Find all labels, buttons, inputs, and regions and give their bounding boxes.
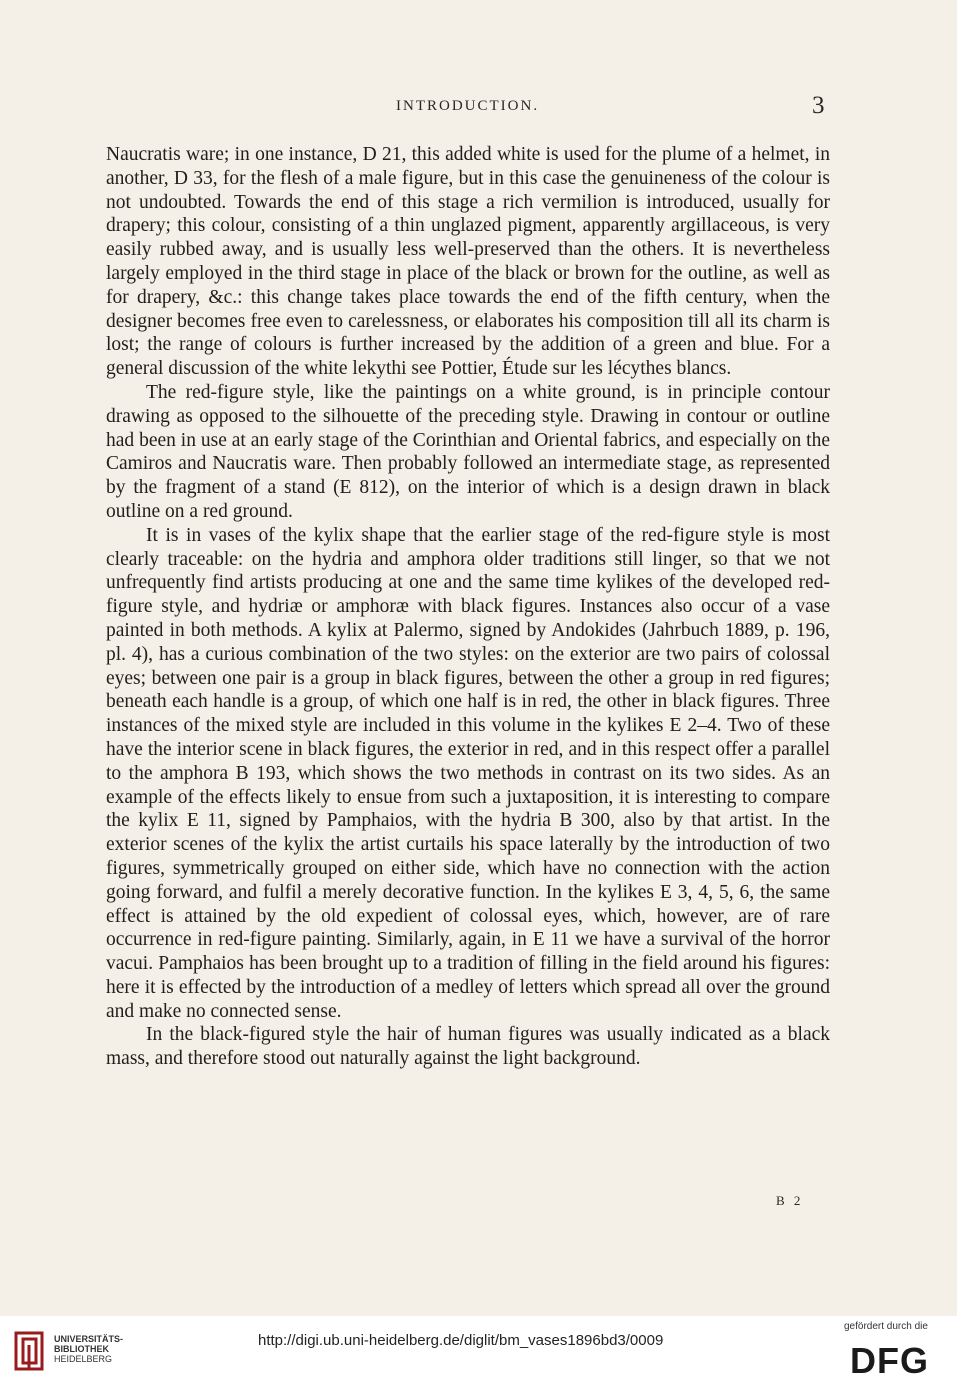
paragraph: The red-figure style, like the paintings on a white ground, is in principle contour drawing as opposed to the silhouette of the preceding style. Drawing in contour or outline had been in use at an early stage of the Corinthian and Oriental fabrics, and especially on the Camiros and Naucratis ware. Then probably followed an intermediate stage, as represented by the fragment of a stand (E 812), on the interior of which is a design drawn in black outline on a red ground. [106,381,830,522]
body-text [106,143,830,1071]
digitization-footer [0,1316,957,1386]
running-head-title: INTRODUCTION. [396,98,540,114]
university-library-logo-icon [12,1329,48,1373]
university-library-name [54,1334,123,1364]
library-line: HEIDELBERG [54,1354,113,1364]
dfg-logo: DFG [850,1340,929,1381]
paragraph: It is in vases of the kylix shape that the earlier stage of the red-figure style is most clearly traceable: on the hydria and amphora older traditions still linger, so that we not unfrequently find artists producing at one and the same time kylikes of the developed red-figure style, and hydriæ or amphoræ with black figures. Instances also occur of a vase painted in both methods. A kylix at Palermo, signed by Andokides (Jahrbuch 1889, p. 196, pl. 4), has a curious combination of the two styles: on the exterior are two pairs of colossal eyes; between one pair is a group in black figures, between the other a group in red figures; beneath each handle is a group, of which one half is in red, the other in black figures. Three instances of the mixed style are included in this volume in the kylikes E 2–4. Two of these have the interior scene in black figures, the exterior in red, and in this respect offer a parallel to the amphora B 193, which shows the two methods in contrast on its two sides. As an example of the effects likely to ensue from such a juxtaposition, it is interesting to compare the kylix E 11, signed by Pamphaios, with the hydria B 300, also by that artist. In the exterior scenes of the kylix the artist curtails his space laterally by the introduction of two figures, symmetrically grouped on either side, which have no connection with the action going forward, and fulfil a merely decorative function. In the kylikes E 3, 4, 5, 6, the same effect is attained by the old expedient of colossal eyes, which, however, are of rare occurrence in red-figure painting. Similarly, again, in E 11 we have a survival of the horror vacui. Pamphaios has been brought up to a tradition of filling in the field around his figures: here it is effected by the introduction of a medley of letters which spread all over the ground and make no connected sense. [106,524,830,1022]
library-line: BIBLIOTHEK [54,1344,109,1354]
funded-by-label: gefördert durch die [844,1321,928,1332]
signature-mark: B 2 [776,1193,804,1208]
page-number: 3 [812,92,825,119]
paragraph: In the black-figured style the hair of human figures was usually indicated as a black mass, and therefore stood out naturally against the light background. [106,1024,830,1070]
permalink-url[interactable]: http://digi.ub.uni-heidelberg.de/diglit/bm_vases1896bd3/0009 [258,1332,664,1349]
running-head [0,92,957,126]
paragraph: Naucratis ware; in one instance, D 21, this added white is used for the plume of a helmet, in another, D 33, for the flesh of a male figure, but in this case the genuineness of the colour is not undoubted. Towards the end of this stage a rich vermilion is introduced, usually for drapery; this colour, consisting of a thin unglazed pigment, apparently argillaceous, is very easily rubbed away, and is usually less well-preserved than the others. It is nevertheless largely employed in the third stage in place of the black or brown for the outline, as well as for drapery, &c.: this change takes place towards the end of the fifth century, when the designer becomes free even to carelessness, or elaborates his composition till all its charm is lost; the range of colours is further increased by the addition of a green and blue. For a general discussion of the white lekythi see Pottier, Étude sur les lécythes blancs. [106,144,830,380]
library-line: UNIVERSITÄTS- [54,1334,124,1344]
